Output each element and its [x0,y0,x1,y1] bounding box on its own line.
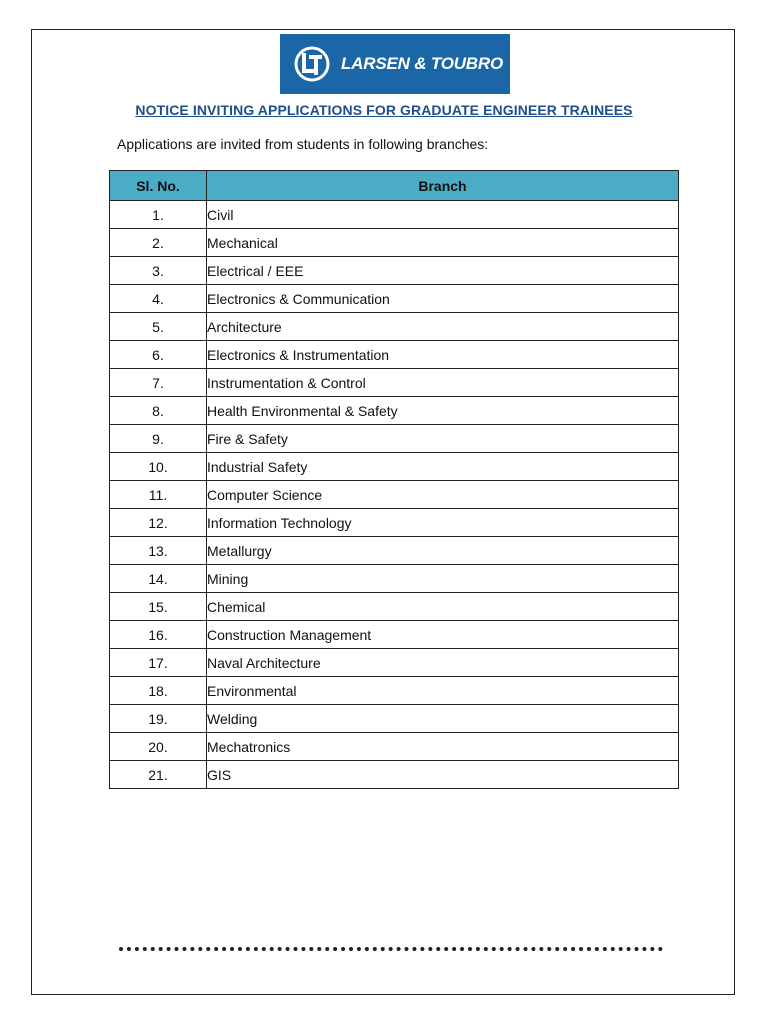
branch-name-cell: Health Environmental & Safety [207,397,679,425]
branch-name-cell: Chemical [207,593,679,621]
table-row [110,341,679,369]
table-row [110,705,679,733]
serial-number-cell: 8. [110,397,207,425]
branch-name-cell: Civil [207,201,679,229]
branch-name-cell: Computer Science [207,481,679,509]
notice-title: NOTICE INVITING APPLICATIONS FOR GRADUATE ENGINEER TRAINEES [135,102,633,118]
table-header-row [110,171,679,201]
serial-number-cell: 15. [110,593,207,621]
table-row [110,425,679,453]
serial-number-cell: 19. [110,705,207,733]
branch-name-cell: Architecture [207,313,679,341]
serial-number-cell: 10. [110,453,207,481]
table-row [110,565,679,593]
table-row [110,621,679,649]
column-header-branch: Branch [207,171,679,201]
branch-name-cell: Electronics & Instrumentation [207,341,679,369]
company-logo [280,34,510,94]
serial-number-cell: 2. [110,229,207,257]
serial-number-cell: 21. [110,761,207,789]
table-row [110,397,679,425]
branch-name-cell: Information Technology [207,509,679,537]
intro-text: Applications are invited from students in following branches: [117,136,489,152]
serial-number-cell: 13. [110,537,207,565]
serial-number-cell: 20. [110,733,207,761]
table-row [110,537,679,565]
branch-name-cell: Mechatronics [207,733,679,761]
serial-number-cell: 6. [110,341,207,369]
serial-number-cell: 4. [110,285,207,313]
serial-number-cell: 16. [110,621,207,649]
branch-name-cell: Welding [207,705,679,733]
branch-name-cell: Mechanical [207,229,679,257]
serial-number-cell: 14. [110,565,207,593]
table-row [110,677,679,705]
table-row [110,285,679,313]
branch-name-cell: Instrumentation & Control [207,369,679,397]
serial-number-cell: 17. [110,649,207,677]
table-row [110,369,679,397]
branch-name-cell: Industrial Safety [207,453,679,481]
branch-name-cell: Naval Architecture [207,649,679,677]
table-row [110,201,679,229]
serial-number-cell: 11. [110,481,207,509]
branch-name-cell: Electrical / EEE [207,257,679,285]
serial-number-cell: 1. [110,201,207,229]
table-row [110,453,679,481]
table-row [110,509,679,537]
lt-emblem-icon [292,44,332,84]
serial-number-cell: 3. [110,257,207,285]
table-row [110,649,679,677]
serial-number-cell: 5. [110,313,207,341]
serial-number-cell: 7. [110,369,207,397]
branch-name-cell: Environmental [207,677,679,705]
column-header-serial: Sl. No. [110,171,207,201]
table-row [110,593,679,621]
table-row [110,481,679,509]
branch-name-cell: Fire & Safety [207,425,679,453]
branch-name-cell: GIS [207,761,679,789]
logo-text: LARSEN & TOUBRO [341,54,503,73]
serial-number-cell: 9. [110,425,207,453]
table-row [110,761,679,789]
dotted-separator [119,947,663,951]
table-row [110,229,679,257]
serial-number-cell: 18. [110,677,207,705]
branch-name-cell: Electronics & Communication [207,285,679,313]
serial-number-cell: 12. [110,509,207,537]
branch-name-cell: Metallurgy [207,537,679,565]
table-row [110,257,679,285]
branches-table [109,170,679,789]
branch-name-cell: Construction Management [207,621,679,649]
table-body [110,201,679,789]
table-row [110,313,679,341]
branch-name-cell: Mining [207,565,679,593]
table-row [110,733,679,761]
